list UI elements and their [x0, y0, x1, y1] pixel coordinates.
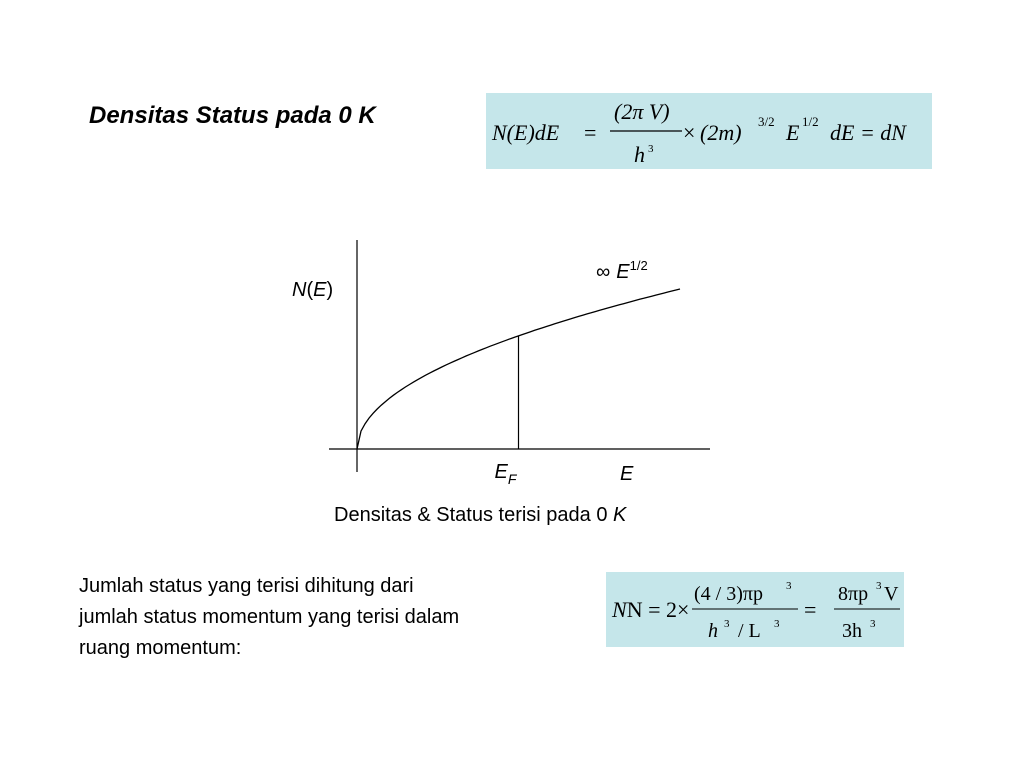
proportionality-label: ∞ $E^{1/2}$ — [596, 258, 648, 283]
eq1-rhs: dE = dN — [830, 120, 906, 145]
eq2-lhs: NN = 2× — [612, 597, 690, 622]
eq1-equals: = — [584, 120, 597, 145]
eq2-frac1-denominator-h-exponent: 3 — [724, 618, 730, 630]
eq2-frac1-denominator-L-exponent: 3 — [774, 618, 780, 630]
explanation-line: ruang momentum: — [79, 637, 242, 659]
eq2-frac1-numerator-exponent: 3 — [786, 580, 792, 592]
eq2-frac2-denominator-exponent: 3 — [870, 618, 876, 630]
fermi-energy-label: $E_F$ — [494, 461, 517, 487]
eq1-factor: (2m) — [700, 120, 742, 145]
x-axis-label: E — [620, 463, 634, 485]
eq2-frac2-numerator: 8πp — [838, 583, 869, 605]
explanation-line: jumlah status momentum yang terisi dalam — [79, 606, 460, 628]
eq1-times: × — [683, 120, 696, 145]
eq2-frac2-numerator-tail: V — [884, 583, 899, 605]
explanation-text — [79, 571, 584, 664]
plot-caption: Densitas & Status terisi pada 0 K — [334, 504, 627, 526]
eq2-frac2-numerator-exponent: 3 — [876, 580, 882, 592]
explanation-line: Jumlah status yang terisi dihitung dari — [79, 575, 414, 597]
eq2-frac1-numerator: (4 / 3)πp — [694, 583, 763, 605]
eq2-frac2-denominator: 3h — [842, 620, 862, 642]
eq1-energy: E — [786, 120, 800, 145]
eq1-numerator: (2π V) — [614, 99, 670, 124]
eq1-lhs: N(E)dE — [492, 120, 560, 145]
eq1-energy-exponent: 1/2 — [802, 114, 819, 129]
eq2-equals: = — [804, 597, 817, 622]
eq2-frac1-denominator-h: h — [708, 620, 718, 642]
density-of-states-equation — [486, 93, 932, 169]
momentum-count-equation — [606, 572, 904, 647]
eq1-denominator-exponent: 3 — [648, 143, 654, 155]
section-heading: Densitas Status pada 0 K — [89, 102, 376, 129]
eq1-factor-exponent: 3/2 — [758, 114, 775, 129]
eq2-frac1-denominator-L: / L — [738, 620, 761, 642]
density-of-states-plot — [280, 230, 740, 500]
eq1-denominator: h — [634, 142, 645, 167]
y-axis-label: N(E) — [292, 279, 334, 301]
